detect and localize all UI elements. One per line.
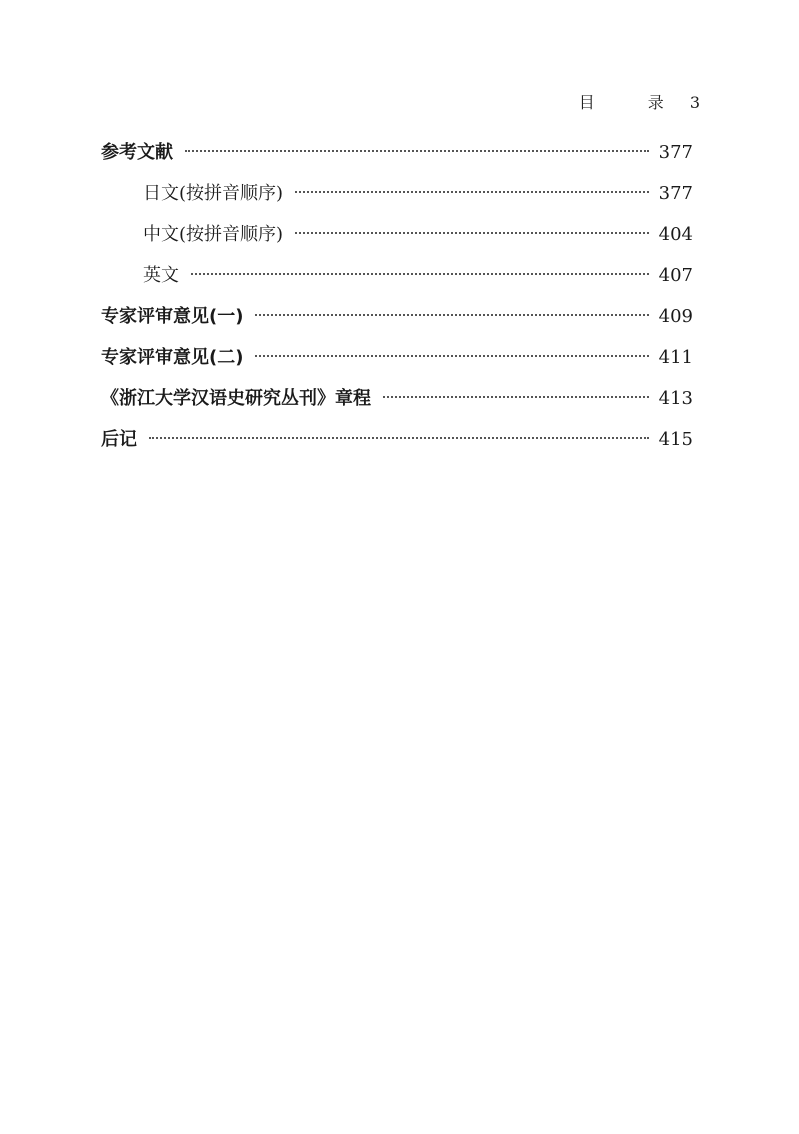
toc-entry-references[interactable] <box>101 138 693 179</box>
toc-entry-title: 《浙江大学汉语史研究丛刊》章程 <box>101 388 371 409</box>
toc-entry-title: 参考文献 <box>101 142 173 163</box>
toc-entry-page: 377 <box>658 142 693 163</box>
toc-entry-page: 377 <box>658 183 693 204</box>
dot-leader <box>383 396 649 398</box>
toc-entry-page: 404 <box>658 224 693 245</box>
toc-entry-page: 413 <box>658 388 693 409</box>
toc-entry-page: 411 <box>658 347 693 368</box>
dot-leader <box>149 437 649 439</box>
toc-entry-english[interactable] <box>101 261 693 302</box>
toc-entry-japanese[interactable] <box>101 179 693 220</box>
dot-leader <box>255 355 648 357</box>
toc-entry-title: 中文(按拼音顺序) <box>143 224 284 245</box>
toc-entry-title: 专家评审意见(二) <box>101 347 244 368</box>
running-header-page-number: 3 <box>689 93 700 112</box>
table-of-contents <box>101 138 693 466</box>
toc-entry-title: 专家评审意见(一) <box>101 306 244 327</box>
toc-entry-page: 415 <box>658 429 693 450</box>
toc-entry-page: 407 <box>658 265 693 286</box>
toc-entry-chinese[interactable] <box>101 220 693 261</box>
toc-entry-page: 409 <box>658 306 693 327</box>
dot-leader <box>295 232 649 234</box>
toc-entry-title: 日文(按拼音顺序) <box>143 183 284 204</box>
dot-leader <box>255 314 648 316</box>
toc-entry-title: 英文 <box>143 265 179 286</box>
toc-entry-expert-review-1[interactable] <box>101 302 693 343</box>
dot-leader <box>185 150 649 152</box>
toc-entry-expert-review-2[interactable] <box>101 343 693 384</box>
running-header <box>579 90 700 113</box>
toc-entry-title: 后记 <box>101 429 137 450</box>
running-header-title: 目 录 <box>578 93 688 112</box>
dot-leader <box>295 191 649 193</box>
toc-entry-afterword[interactable] <box>101 425 693 466</box>
toc-entry-series-charter[interactable] <box>101 384 693 425</box>
dot-leader <box>191 273 649 275</box>
